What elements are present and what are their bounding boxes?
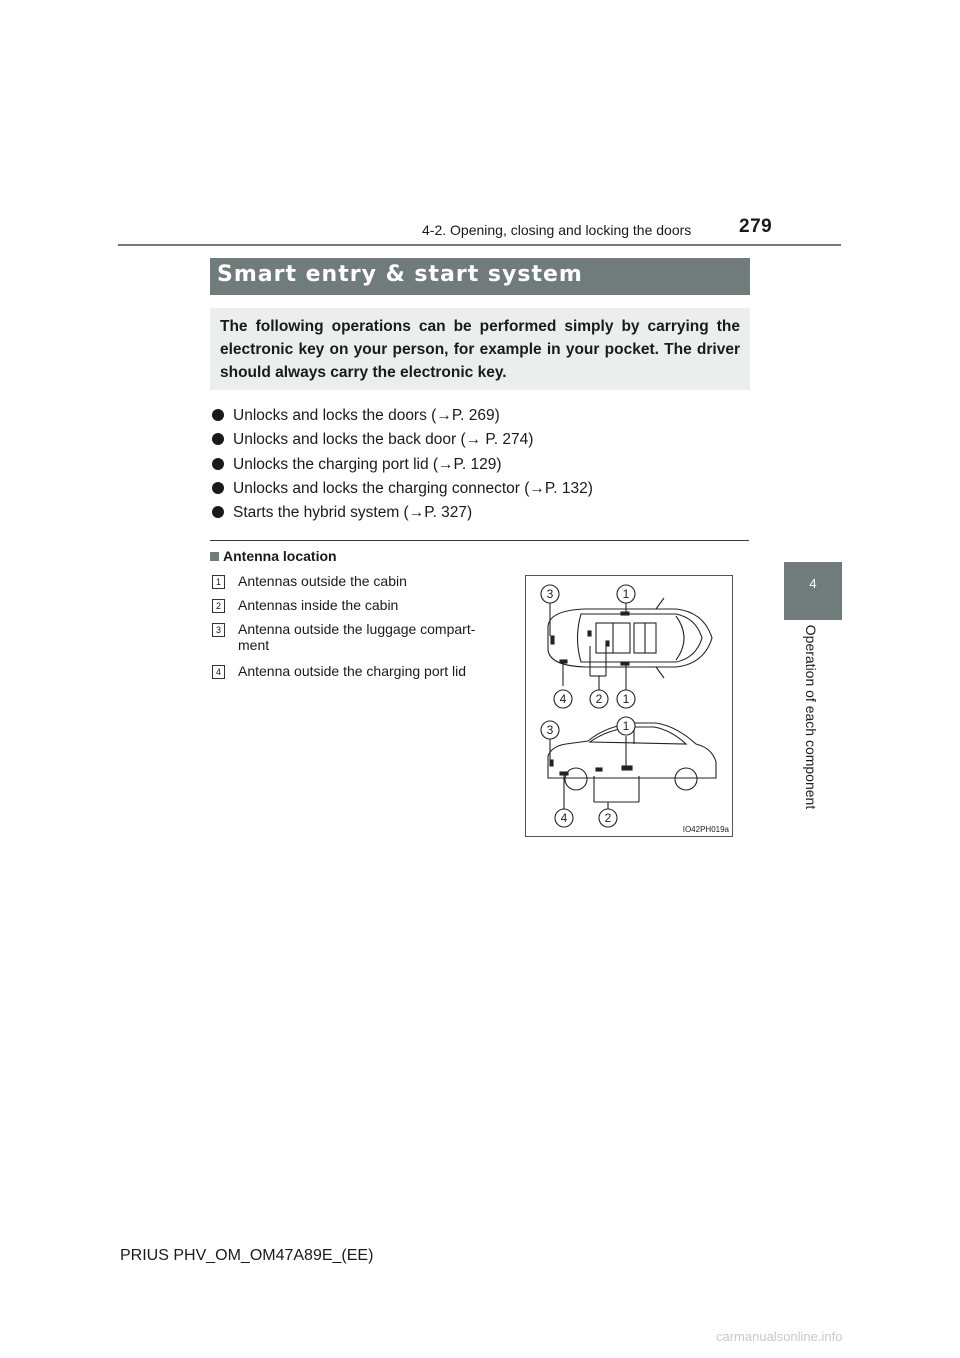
antenna-location-figure [525,575,733,837]
bullet-dot-icon [212,409,224,421]
bullet-item: Unlocks and locks the back door (→ P. 274) [212,431,533,449]
number-badge: 1 [212,575,225,589]
bullet-item: Unlocks the charging port lid (→P. 129) [212,456,502,474]
document-footer: PRIUS PHV_OM_OM47A89E_(EE) [120,1247,374,1264]
bullet-item: Unlocks and locks the charging connector (→P. 132) [212,480,593,498]
square-bullet-icon [210,552,219,561]
subheading: Antenna location [210,548,337,564]
callout-number: 2 [604,811,612,825]
callout-number: 2 [595,692,603,706]
chapter-title: Operation of each component [803,624,819,810]
legend-item: 4 Antenna outside the charging port lid [212,663,502,679]
callout-number: 1 [622,587,630,601]
callout-number: 1 [622,719,630,733]
callout-number: 3 [546,723,554,737]
bullet-dot-icon [212,482,224,494]
chapter-number: 4 [809,576,817,591]
car-diagram-icon [526,576,732,836]
legend-item: 3 Antenna outside the luggage compart-ment [212,621,502,653]
bullet-item: Starts the hybrid system (→P. 327) [212,504,472,522]
bullet-dot-icon [212,458,224,470]
callout-number: 4 [560,811,568,825]
number-badge: 2 [212,599,225,613]
number-badge: 4 [212,665,225,679]
bullet-dot-icon [212,506,224,518]
bullet-dot-icon [212,433,224,445]
section-heading: 4-2. Opening, closing and locking the doors [422,222,692,238]
section-divider [210,540,749,541]
figure-code: IO42PH019a [682,825,729,834]
legend-item: 1 Antennas outside the cabin [212,573,502,589]
page-number: 279 [739,216,773,237]
watermark: carmanualsonline.info [716,1329,843,1344]
bullet-item: Unlocks and locks the doors (→P. 269) [212,407,500,425]
callout-number: 4 [559,692,567,706]
chapter-tab [784,562,842,620]
legend-item: 2 Antennas inside the cabin [212,597,502,613]
header-divider [118,244,841,246]
page-title: Smart entry & start system [217,262,583,287]
callout-number: 3 [546,587,554,601]
intro-text: The following operations can be performed simply by carrying the electronic key on your person, for example in your pocket. The driver should always carry the electronic key. [220,318,740,381]
callout-number: 1 [622,692,630,706]
number-badge: 3 [212,623,225,637]
